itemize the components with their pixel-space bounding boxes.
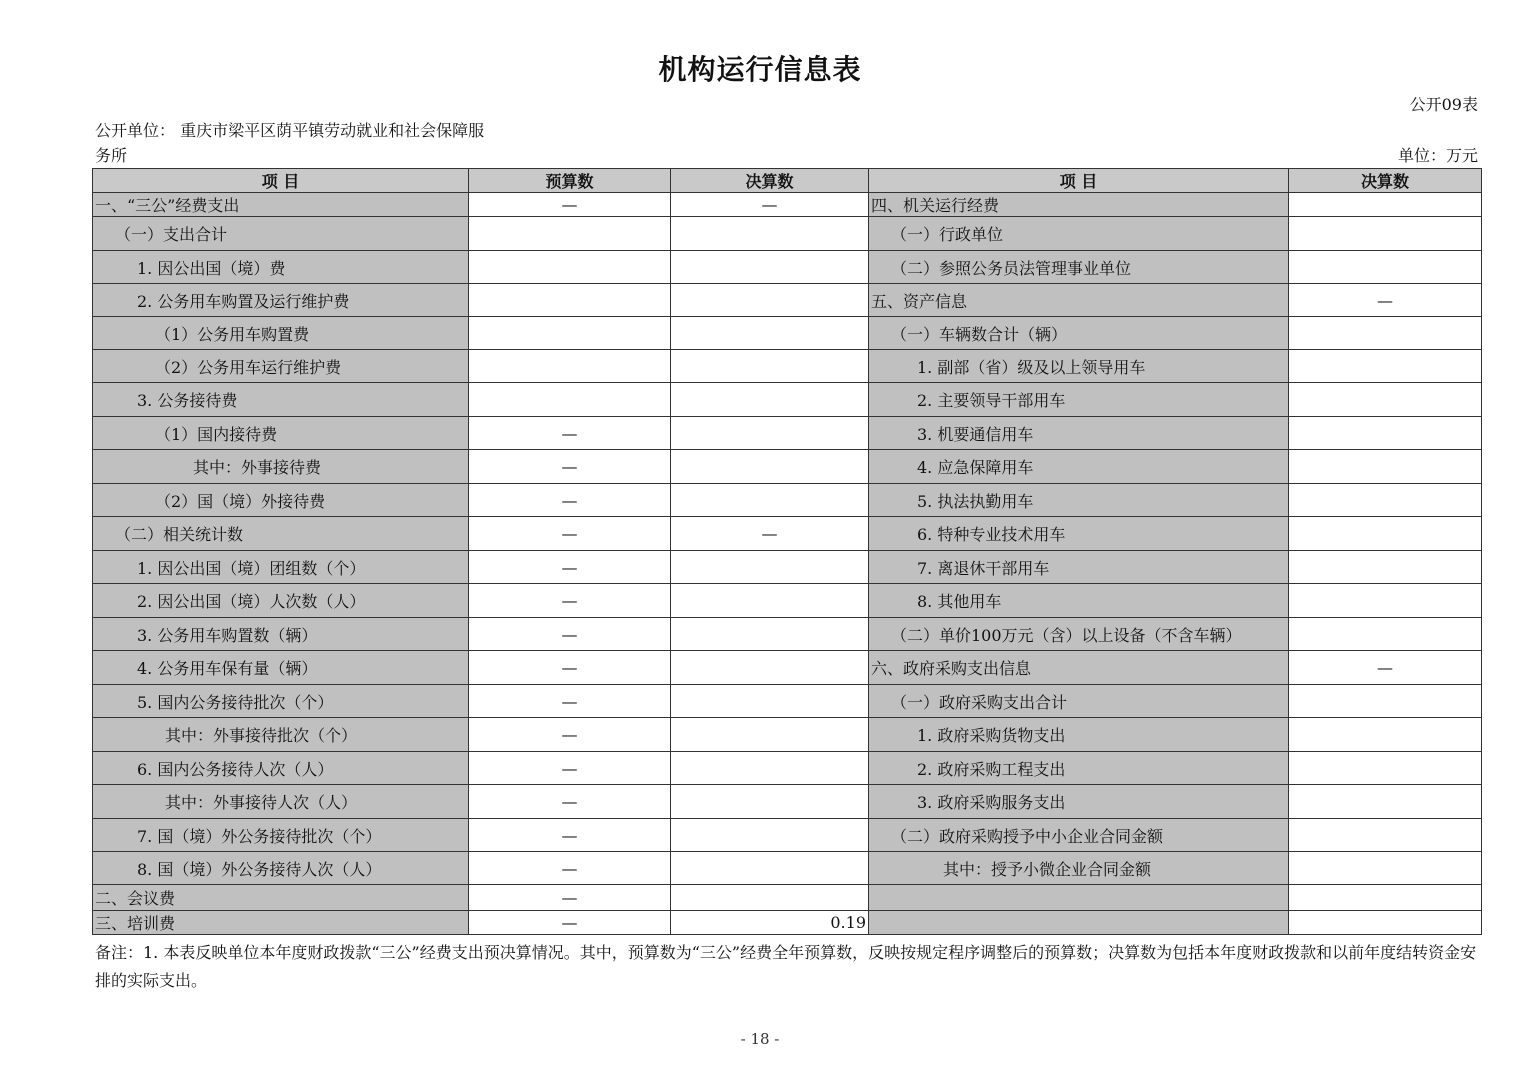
table-row (93, 317, 1482, 350)
final-left-cell (671, 450, 869, 484)
final-right-cell (1289, 317, 1482, 350)
right-item-cell: 8. 其他用车 (869, 584, 1289, 618)
budget-cell (469, 317, 671, 350)
table-row (93, 217, 1482, 251)
right-item-cell: 3. 政府采购服务支出 (869, 785, 1289, 819)
final-right-cell: — (1289, 651, 1482, 685)
final-right-cell (1289, 417, 1482, 450)
budget-cell: — (469, 584, 671, 618)
table-row (93, 752, 1482, 785)
final-left-cell (671, 484, 869, 517)
final-right-cell (1289, 251, 1482, 284)
left-item-cell: 6. 国内公务接待人次（人） (93, 752, 469, 785)
table-row (93, 651, 1482, 685)
table-row (93, 450, 1482, 484)
table-row (93, 417, 1482, 450)
table-row (93, 584, 1482, 618)
footnote: 备注：1. 本表反映单位本年度财政拨款“三公”经费支出预决算情况。其中，预算数为“三公”经费全年预算数，反映按规定程序调整后的预算数；决算数为包括本年度财政拨款和以前年度结转资金安排的实际支出。 (95, 943, 1477, 990)
final-right-cell (1289, 350, 1482, 383)
right-item-cell: 五、资产信息 (869, 284, 1289, 317)
left-item-cell: 3. 公务用车购置数（辆） (93, 618, 469, 651)
reporting-unit: 公开单位： 重庆市梁平区荫平镇劳动就业和社会保障服务所 (95, 121, 485, 165)
left-item-cell: 3. 公务接待费 (93, 383, 469, 417)
final-left-cell (671, 885, 869, 911)
final-left-cell: — (671, 517, 869, 551)
right-item-cell: （一）政府采购支出合计 (869, 685, 1289, 718)
table-row (93, 484, 1482, 517)
final-left-cell (671, 785, 869, 819)
table-row (93, 785, 1482, 819)
table-row (93, 911, 1482, 935)
header-final-left: 决算数 (671, 169, 869, 193)
left-item-cell: 其中：外事接待费 (93, 450, 469, 484)
final-right-cell (1289, 450, 1482, 484)
table-row (93, 885, 1482, 911)
final-left-cell (671, 317, 869, 350)
final-right-cell (1289, 217, 1482, 251)
left-item-cell: 其中：外事接待批次（个） (93, 718, 469, 752)
money-unit: 单位：万元 (1397, 146, 1478, 165)
final-right-cell (1289, 584, 1482, 618)
left-item-cell: （2）国（境）外接待费 (93, 484, 469, 517)
final-left-cell (671, 618, 869, 651)
right-item-cell: （一）行政单位 (869, 217, 1289, 251)
right-item-cell (869, 885, 1289, 911)
final-right-cell (1289, 752, 1482, 785)
right-item-cell (869, 911, 1289, 935)
right-item-cell: 六、政府采购支出信息 (869, 651, 1289, 685)
budget-cell: — (469, 785, 671, 819)
left-item-cell: （1）公务用车购置费 (93, 317, 469, 350)
final-right-cell (1289, 911, 1482, 935)
budget-cell: — (469, 852, 671, 885)
final-right-cell (1289, 383, 1482, 417)
budget-cell: — (469, 752, 671, 785)
right-item-cell: （二）政府采购授予中小企业合同金额 (869, 819, 1289, 852)
left-item-cell: 4. 公务用车保有量（辆） (93, 651, 469, 685)
left-item-cell: （一）支出合计 (93, 217, 469, 251)
right-item-cell: 6. 特种专业技术用车 (869, 517, 1289, 551)
table-row (93, 852, 1482, 885)
table-row (93, 193, 1482, 217)
right-item-cell: 2. 政府采购工程支出 (869, 752, 1289, 785)
left-item-cell: 7. 国（境）外公务接待批次（个） (93, 819, 469, 852)
table-row (93, 819, 1482, 852)
right-item-cell: （二）参照公务员法管理事业单位 (869, 251, 1289, 284)
budget-cell: — (469, 911, 671, 935)
budget-cell (469, 284, 671, 317)
table-header-row (93, 169, 1482, 193)
budget-cell (469, 383, 671, 417)
header-final-right: 决算数 (1289, 169, 1482, 193)
budget-cell: — (469, 718, 671, 752)
final-left-cell (671, 718, 869, 752)
final-right-cell (1289, 718, 1482, 752)
final-left-cell (671, 551, 869, 584)
final-left-cell: 0.19 (671, 911, 869, 935)
budget-cell (469, 251, 671, 284)
table-row (93, 517, 1482, 551)
table-row (93, 251, 1482, 284)
left-item-cell: 1. 因公出国（境）团组数（个） (93, 551, 469, 584)
budget-cell: — (469, 651, 671, 685)
table-row (93, 718, 1482, 752)
final-left-cell (671, 217, 869, 251)
right-item-cell: （二）单价100万元（含）以上设备（不含车辆） (869, 618, 1289, 651)
left-item-cell: 三、培训费 (93, 911, 469, 935)
left-item-cell: 一、“三公”经费支出 (93, 193, 469, 217)
budget-cell: — (469, 885, 671, 911)
final-right-cell (1289, 819, 1482, 852)
final-left-cell (671, 383, 869, 417)
left-item-cell: 二、会议费 (93, 885, 469, 911)
final-left-cell (671, 685, 869, 718)
left-item-cell: 1. 因公出国（境）费 (93, 251, 469, 284)
right-item-cell: 四、机关运行经费 (869, 193, 1289, 217)
right-item-cell: 其中：授予小微企业合同金额 (869, 852, 1289, 885)
budget-cell: — (469, 685, 671, 718)
final-left-cell (671, 284, 869, 317)
final-left-cell (671, 417, 869, 450)
final-left-cell (671, 251, 869, 284)
table-row (93, 685, 1482, 718)
final-right-cell (1289, 885, 1482, 911)
header-item-left: 项 目 (93, 169, 469, 193)
final-right-cell (1289, 685, 1482, 718)
final-right-cell (1289, 551, 1482, 584)
final-left-cell (671, 584, 869, 618)
info-table (92, 168, 1482, 935)
budget-cell: — (469, 450, 671, 484)
left-item-cell: （1）国内接待费 (93, 417, 469, 450)
right-item-cell: 7. 离退休干部用车 (869, 551, 1289, 584)
left-item-cell: （二）相关统计数 (93, 517, 469, 551)
final-left-cell (671, 819, 869, 852)
table-row (93, 383, 1482, 417)
table-row (93, 350, 1482, 383)
budget-cell: — (469, 618, 671, 651)
budget-cell: — (469, 517, 671, 551)
page-number: - 18 - (740, 1030, 780, 1048)
right-item-cell: 3. 机要通信用车 (869, 417, 1289, 450)
left-item-cell: 其中：外事接待人次（人） (93, 785, 469, 819)
budget-cell: — (469, 551, 671, 584)
right-item-cell: 1. 副部（省）级及以上领导用车 (869, 350, 1289, 383)
budget-cell (469, 350, 671, 383)
budget-cell: — (469, 819, 671, 852)
final-right-cell (1289, 785, 1482, 819)
final-left-cell (671, 752, 869, 785)
left-item-cell: 2. 公务用车购置及运行维护费 (93, 284, 469, 317)
final-right-cell (1289, 618, 1482, 651)
header-item-right: 项 目 (869, 169, 1289, 193)
final-left-cell (671, 651, 869, 685)
table-row (93, 618, 1482, 651)
budget-cell: — (469, 193, 671, 217)
final-right-cell (1289, 852, 1482, 885)
right-item-cell: 1. 政府采购货物支出 (869, 718, 1289, 752)
left-item-cell: （2）公务用车运行维护费 (93, 350, 469, 383)
final-left-cell (671, 350, 869, 383)
left-item-cell: 8. 国（境）外公务接待人次（人） (93, 852, 469, 885)
budget-cell: — (469, 484, 671, 517)
table-code: 公开09表 (1409, 95, 1478, 114)
final-right-cell (1289, 193, 1482, 217)
table-row (93, 551, 1482, 584)
page-title: 机构运行信息表 (658, 53, 862, 86)
final-left-cell (671, 852, 869, 885)
header-budget: 预算数 (469, 169, 671, 193)
final-right-cell (1289, 484, 1482, 517)
final-right-cell (1289, 517, 1482, 551)
left-item-cell: 5. 国内公务接待批次（个） (93, 685, 469, 718)
table-row (93, 284, 1482, 317)
budget-cell: — (469, 417, 671, 450)
budget-cell (469, 217, 671, 251)
left-item-cell: 2. 因公出国（境）人次数（人） (93, 584, 469, 618)
right-item-cell: 5. 执法执勤用车 (869, 484, 1289, 517)
final-right-cell: — (1289, 284, 1482, 317)
right-item-cell: 2. 主要领导干部用车 (869, 383, 1289, 417)
right-item-cell: 4. 应急保障用车 (869, 450, 1289, 484)
right-item-cell: （一）车辆数合计（辆） (869, 317, 1289, 350)
final-left-cell: — (671, 193, 869, 217)
